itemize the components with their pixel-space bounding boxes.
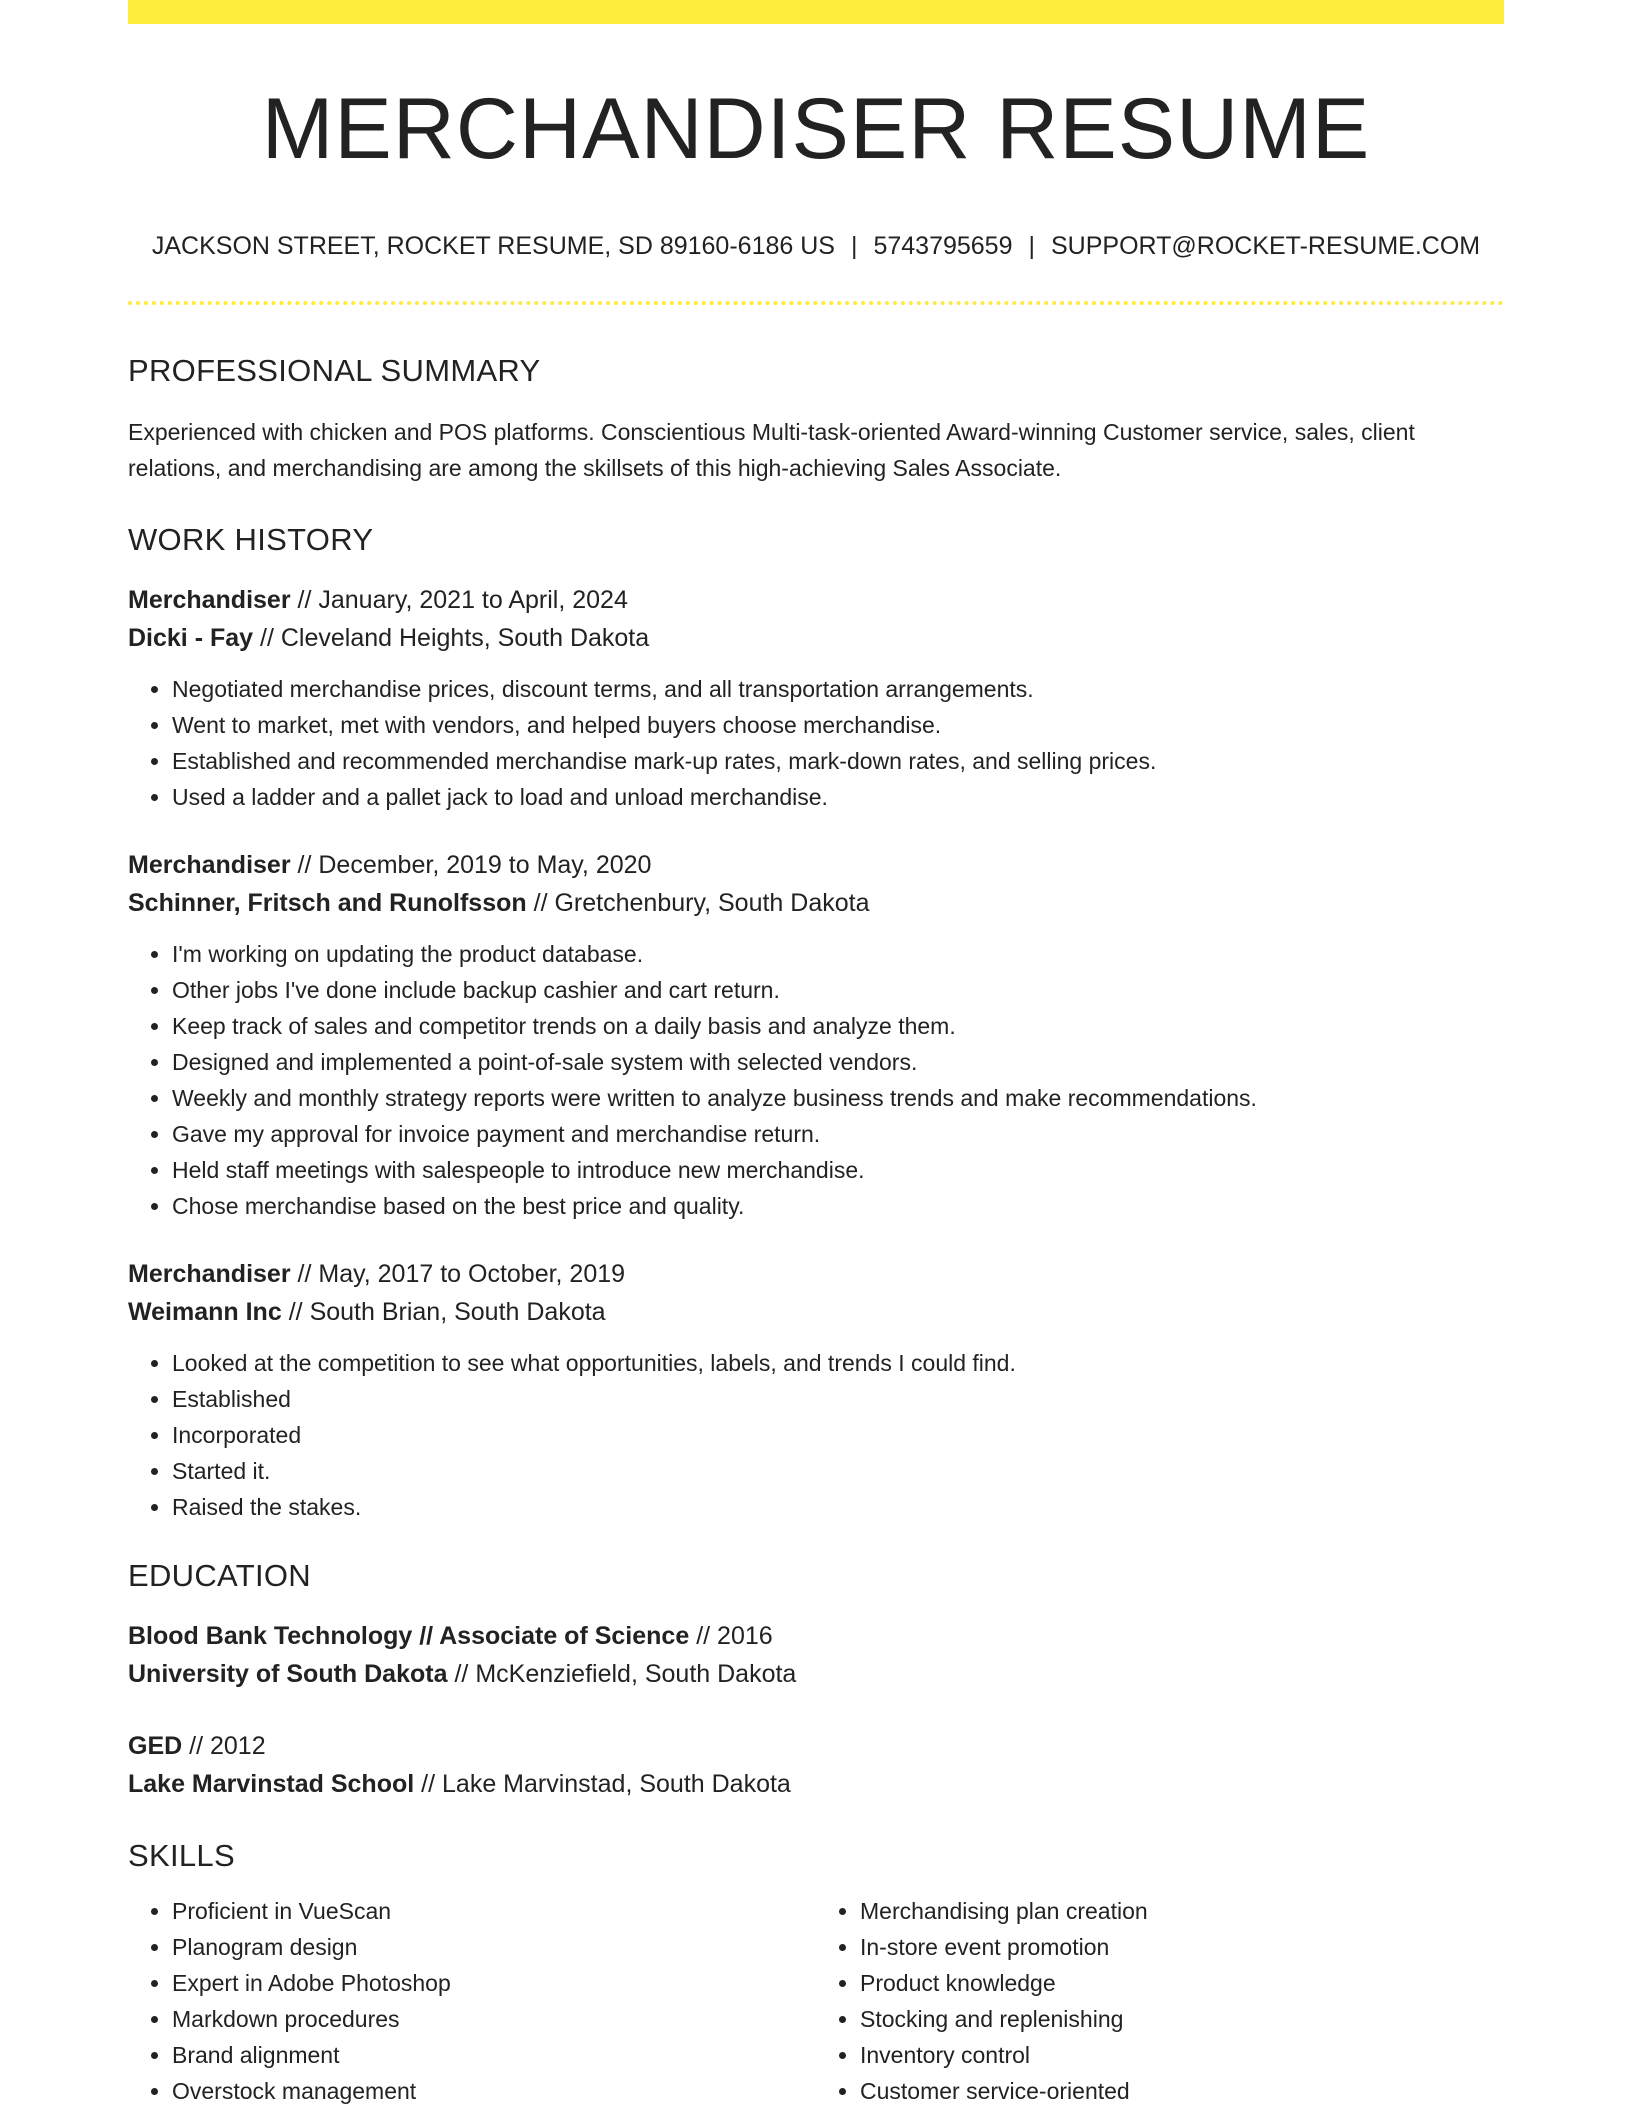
separator: // xyxy=(454,1660,469,1688)
list-item: • Weekly and monthly strategy reports were written to analyze business trends and make recommendations. xyxy=(172,1080,1504,1116)
list-item: • Brand alignment xyxy=(172,2037,816,2073)
job-entry xyxy=(128,846,1504,1224)
education-entry xyxy=(128,1617,1504,1693)
list-item: • Keep track of sales and competitor trends on a daily basis and analyze them. xyxy=(172,1008,1504,1044)
job-location: Gretchenbury, South Dakota xyxy=(554,889,870,917)
skills-list-left xyxy=(128,1893,816,2109)
list-item: • Customer service-oriented xyxy=(860,2073,1504,2109)
contact-line xyxy=(128,234,1504,259)
list-item: • Started it. xyxy=(172,1453,1504,1489)
list-item: • Inventory control xyxy=(860,2037,1504,2073)
list-item: • Incorporated xyxy=(172,1417,1504,1453)
list-item: • Designed and implemented a point-of-sale system with selected vendors. xyxy=(172,1044,1504,1080)
job-dates: January, 2021 to April, 2024 xyxy=(318,586,628,614)
education-school: Lake Marvinstad School xyxy=(128,1770,415,1798)
list-item: • Expert in Adobe Photoshop xyxy=(172,1965,816,2001)
page-title: MERCHANDISER RESUME xyxy=(261,81,1371,177)
summary-text: Experienced with chicken and POS platforms. Conscientious Multi-task-oriented Award-winning Customer service, sales, client relations, and merchandising are among the skillsets of this high-achieving Sales Associate. xyxy=(128,419,1415,481)
job-company-line xyxy=(128,1293,1504,1331)
skills-heading: SKILLS xyxy=(128,1838,235,1873)
education-school-line xyxy=(128,1765,1504,1803)
education-degree-line xyxy=(128,1727,1504,1765)
list-item: • Held staff meetings with salespeople to introduce new merchandise. xyxy=(172,1152,1504,1188)
job-company-line xyxy=(128,884,1504,922)
work-history-heading: WORK HISTORY xyxy=(128,522,374,557)
job-location: Cleveland Heights, South Dakota xyxy=(280,624,650,652)
job-title: Merchandiser xyxy=(128,851,291,879)
job-title: Merchandiser xyxy=(128,1260,291,1288)
list-item: • In-store event promotion xyxy=(860,1929,1504,1965)
job-company: Weimann Inc xyxy=(128,1298,282,1326)
separator: // xyxy=(297,851,312,879)
separator: // xyxy=(297,586,312,614)
job-bullets xyxy=(128,1345,1504,1525)
separator: // xyxy=(297,1260,312,1288)
list-item: • Gave my approval for invoice payment and merchandise return. xyxy=(172,1116,1504,1152)
education-entry xyxy=(128,1727,1504,1803)
education-year: 2012 xyxy=(210,1732,266,1760)
job-company-line xyxy=(128,619,1504,657)
education-heading: EDUCATION xyxy=(128,1558,311,1593)
separator: // xyxy=(260,624,274,652)
list-item: • Planogram design xyxy=(172,1929,816,1965)
job-bullets xyxy=(128,936,1504,1224)
list-item: • Established xyxy=(172,1381,1504,1417)
summary-heading: PROFESSIONAL SUMMARY xyxy=(128,353,541,388)
list-item: • Proficient in VueScan xyxy=(172,1893,816,1929)
separator: // xyxy=(189,1732,204,1760)
list-item: • Markdown procedures xyxy=(172,2001,816,2037)
job-entry xyxy=(128,1255,1504,1525)
job-company: Schinner, Fritsch and Runolfsson xyxy=(128,889,527,917)
contact-separator: | xyxy=(1028,232,1035,260)
list-item: • Product knowledge xyxy=(860,1965,1504,2001)
list-item: • Went to market, met with vendors, and helped buyers choose merchandise. xyxy=(172,707,1504,743)
separator: // xyxy=(696,1622,711,1650)
education-school: University of South Dakota xyxy=(128,1660,448,1688)
job-dates: December, 2019 to May, 2020 xyxy=(318,851,652,879)
list-item: • Stocking and replenishing xyxy=(860,2001,1504,2037)
job-location: South Brian, South Dakota xyxy=(309,1298,606,1326)
education-degree-line xyxy=(128,1617,1504,1655)
separator: // xyxy=(288,1298,303,1326)
job-entry xyxy=(128,581,1504,815)
education-school-line xyxy=(128,1655,1504,1693)
job-title-line xyxy=(128,581,1504,619)
resume-page xyxy=(128,0,1504,2109)
dotted-divider xyxy=(128,301,1504,305)
list-item: • Negotiated merchandise prices, discount terms, and all transportation arrangements. xyxy=(172,671,1504,707)
job-title-line xyxy=(128,1255,1504,1293)
list-item: • Overstock management xyxy=(172,2073,816,2109)
list-item: • Used a ladder and a pallet jack to load and unload merchandise. xyxy=(172,779,1504,815)
list-item: • Other jobs I've done include backup cashier and cart return. xyxy=(172,972,1504,1008)
separator: // xyxy=(533,889,548,917)
list-item: • Merchandising plan creation xyxy=(860,1893,1504,1929)
list-item: • Established and recommended merchandise mark-up rates, mark-down rates, and selling prices. xyxy=(172,743,1504,779)
skills-columns xyxy=(128,1893,1504,2109)
job-title-line xyxy=(128,846,1504,884)
job-bullets xyxy=(128,671,1504,815)
education-year: 2016 xyxy=(717,1622,773,1650)
education-degree: GED xyxy=(128,1732,183,1760)
contact-address: JACKSON STREET, ROCKET RESUME, SD 89160-6186 US xyxy=(151,232,835,260)
accent-top-bar xyxy=(128,0,1504,24)
job-title: Merchandiser xyxy=(128,586,291,614)
contact-separator: | xyxy=(850,232,858,260)
education-location: McKenziefield, South Dakota xyxy=(475,1660,797,1688)
separator: // xyxy=(421,1770,436,1798)
list-item: • Looked at the competition to see what opportunities, labels, and trends I could find. xyxy=(172,1345,1504,1381)
list-item: • I'm working on updating the product database. xyxy=(172,936,1504,972)
job-company: Dicki - Fay xyxy=(128,624,254,652)
education-degree: Blood Bank Technology // Associate of Science xyxy=(128,1622,690,1650)
contact-phone: 5743795659 xyxy=(873,232,1013,260)
list-item: • Chose merchandise based on the best price and quality. xyxy=(172,1188,1504,1224)
education-location: Lake Marvinstad, South Dakota xyxy=(442,1770,791,1798)
contact-email[interactable]: SUPPORT@ROCKET-RESUME.COM xyxy=(1051,232,1481,260)
list-item: • Raised the stakes. xyxy=(172,1489,1504,1525)
skills-list-right xyxy=(816,1893,1504,2109)
job-dates: May, 2017 to October, 2019 xyxy=(318,1260,626,1288)
